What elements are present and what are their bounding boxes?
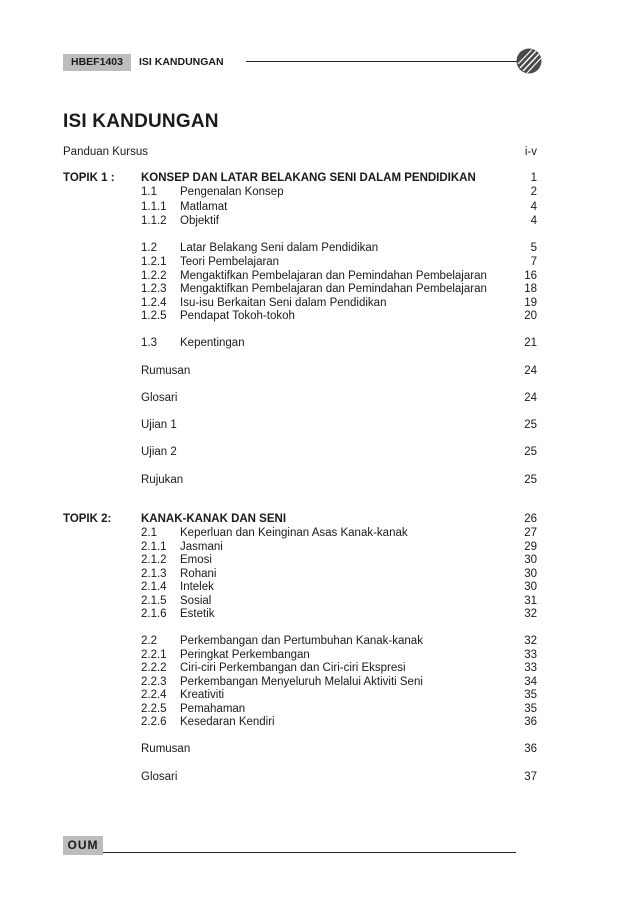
topic1-title-page: 1 — [530, 172, 537, 184]
toc-entry-number: 2.1.2 — [141, 554, 167, 566]
toc-entry-number: 1.1.1 — [141, 201, 167, 213]
toc-entry-text: Ujian 1 — [141, 419, 177, 431]
toc-entry-page: 24 — [524, 365, 537, 377]
toc-entry-text: Teori Pembelajaran — [180, 256, 280, 268]
toc-entry-text: Kepentingan — [180, 337, 245, 349]
toc-entry-page: 36 — [524, 716, 537, 728]
toc-entry-text: Kesedaran Kendiri — [180, 716, 275, 728]
toc-entry-page: 33 — [524, 662, 537, 674]
toc-entry-text: Rujukan — [141, 474, 184, 486]
toc-entry-page: 30 — [524, 554, 537, 566]
toc-entry-page: 19 — [524, 297, 537, 309]
toc-entry-page: 37 — [524, 771, 537, 783]
oum-logo-icon — [516, 48, 542, 74]
toc-entry-text: Objektif — [180, 215, 219, 227]
toc-entry-number: 2.2 — [141, 635, 157, 647]
toc-entry-text: Estetik — [180, 608, 215, 620]
toc-entry-text: Pengenalan Konsep — [180, 186, 284, 198]
toc-entry-number: 1.2.2 — [141, 270, 167, 282]
footer-rule — [103, 852, 516, 853]
toc-entry-text: Ciri-ciri Perkembangan dan Ciri-ciri Ekspresi — [180, 662, 406, 674]
toc-entry-page: 33 — [524, 649, 537, 661]
toc-entry-number: 2.1.1 — [141, 541, 167, 553]
toc-entry-page: 36 — [524, 743, 537, 755]
toc-entry-number: 2.2.6 — [141, 716, 167, 728]
toc-entry-text: Latar Belakang Seni dalam Pendidikan — [180, 242, 379, 254]
toc-entry-text: Perkembangan Menyeluruh Melalui Aktiviti Seni — [180, 676, 423, 688]
toc-entry-text: Pemahaman — [180, 703, 246, 715]
toc-entry-text: Keperluan dan Keinginan Asas Kanak-kanak — [180, 527, 408, 539]
guide-label: Panduan Kursus — [63, 146, 149, 158]
toc-entry-number: 2.2.3 — [141, 676, 167, 688]
toc-entry-text: Glosari — [141, 771, 178, 783]
toc-entry-page: 30 — [524, 568, 537, 580]
toc-entry-number: 1.1 — [141, 186, 157, 198]
toc-entry-number: 1.3 — [141, 337, 157, 349]
header-title: ISI KANDUNGAN — [139, 56, 224, 68]
toc-entry-text: Isu-isu Berkaitan Seni dalam Pendidikan — [180, 297, 387, 309]
footer-oum-badge: OUM — [63, 836, 103, 855]
toc-entry-text: Emosi — [180, 554, 212, 566]
topic1-label: TOPIK 1 : — [63, 172, 115, 184]
toc-entry-text: Jasmani — [180, 541, 223, 553]
header-rule — [246, 61, 518, 62]
toc-entry-page: 32 — [524, 635, 537, 647]
toc-entry-page: 30 — [524, 581, 537, 593]
topic2-title: KANAK-KANAK DAN SENI — [141, 513, 287, 525]
toc-entry-text: Matlamat — [180, 201, 228, 213]
toc-entry-page: 7 — [530, 256, 537, 268]
topic2-label: TOPIK 2: — [63, 513, 112, 525]
topic2-title-page: 26 — [524, 513, 537, 525]
toc-entry-number: 2.2.5 — [141, 703, 167, 715]
toc-entry-number: 1.1.2 — [141, 215, 167, 227]
topic1-title: KONSEP DAN LATAR BELAKANG SENI DALAM PENDIDIKAN — [141, 172, 476, 184]
toc-entry-number: 1.2.3 — [141, 283, 167, 295]
toc-entry-text: Kreativiti — [180, 689, 225, 701]
toc-entry-page: 20 — [524, 310, 537, 322]
toc-entry-page: 25 — [524, 474, 537, 486]
toc-entry-page: 21 — [524, 337, 537, 349]
course-code-badge: HBEF1403 — [63, 54, 131, 71]
toc-entry-text: Mengaktifkan Pembelajaran dan Pemindahan Pembelajaran — [180, 270, 487, 282]
toc-entry-page: 34 — [524, 676, 537, 688]
toc-entry-page: 5 — [530, 242, 537, 254]
toc-entry-page: 4 — [530, 201, 537, 213]
toc-entry-page: 35 — [524, 703, 537, 715]
toc-entry-page: 32 — [524, 608, 537, 620]
toc-entry-number: 2.1 — [141, 527, 157, 539]
toc-entry-text: Rohani — [180, 568, 217, 580]
toc-entry-number: 2.2.4 — [141, 689, 167, 701]
toc-entry-text: Sosial — [180, 595, 212, 607]
toc-entry-number: 2.1.3 — [141, 568, 167, 580]
toc-entry-number: 2.1.4 — [141, 581, 167, 593]
toc-entry-text: Rumusan — [141, 743, 191, 755]
toc-entry-text: Pendapat Tokoh-tokoh — [180, 310, 295, 322]
toc-entry-page: 29 — [524, 541, 537, 553]
toc-entry-page: 24 — [524, 392, 537, 404]
toc-entry-text: Ujian 2 — [141, 446, 177, 458]
toc-entry-page: 25 — [524, 419, 537, 431]
toc-entry-text: Rumusan — [141, 365, 191, 377]
toc-entry-number: 1.2.1 — [141, 256, 167, 268]
toc-entry-number: 1.2.5 — [141, 310, 167, 322]
toc-entry-number: 1.2.4 — [141, 297, 167, 309]
toc-entry-number: 2.1.5 — [141, 595, 167, 607]
toc-entry-page: 4 — [530, 215, 537, 227]
guide-page: i-v — [524, 146, 537, 158]
toc-entry-page: 16 — [524, 270, 537, 282]
toc-entry-number: 2.1.6 — [141, 608, 167, 620]
toc-entry-page: 25 — [524, 446, 537, 458]
toc-entry-text: Peringkat Perkembangan — [180, 649, 310, 661]
toc-entry-number: 2.2.1 — [141, 649, 167, 661]
page-title: ISI KANDUNGAN — [63, 111, 219, 132]
toc-entry-text: Mengaktifkan Pembelajaran dan Pemindahan Pembelajaran — [180, 283, 487, 295]
toc-entry-number: 1.2 — [141, 242, 157, 254]
toc-entry-number: 2.2.2 — [141, 662, 167, 674]
toc-entry-page: 18 — [524, 283, 537, 295]
toc-entry-text: Perkembangan dan Pertumbuhan Kanak-kanak — [180, 635, 423, 647]
toc-entry-page: 27 — [524, 527, 537, 539]
toc-entry-page: 35 — [524, 689, 537, 701]
toc-entry-page: 2 — [530, 186, 537, 198]
toc-entry-page: 31 — [524, 595, 537, 607]
toc-entry-text: Intelek — [180, 581, 214, 593]
toc-entry-text: Glosari — [141, 392, 178, 404]
